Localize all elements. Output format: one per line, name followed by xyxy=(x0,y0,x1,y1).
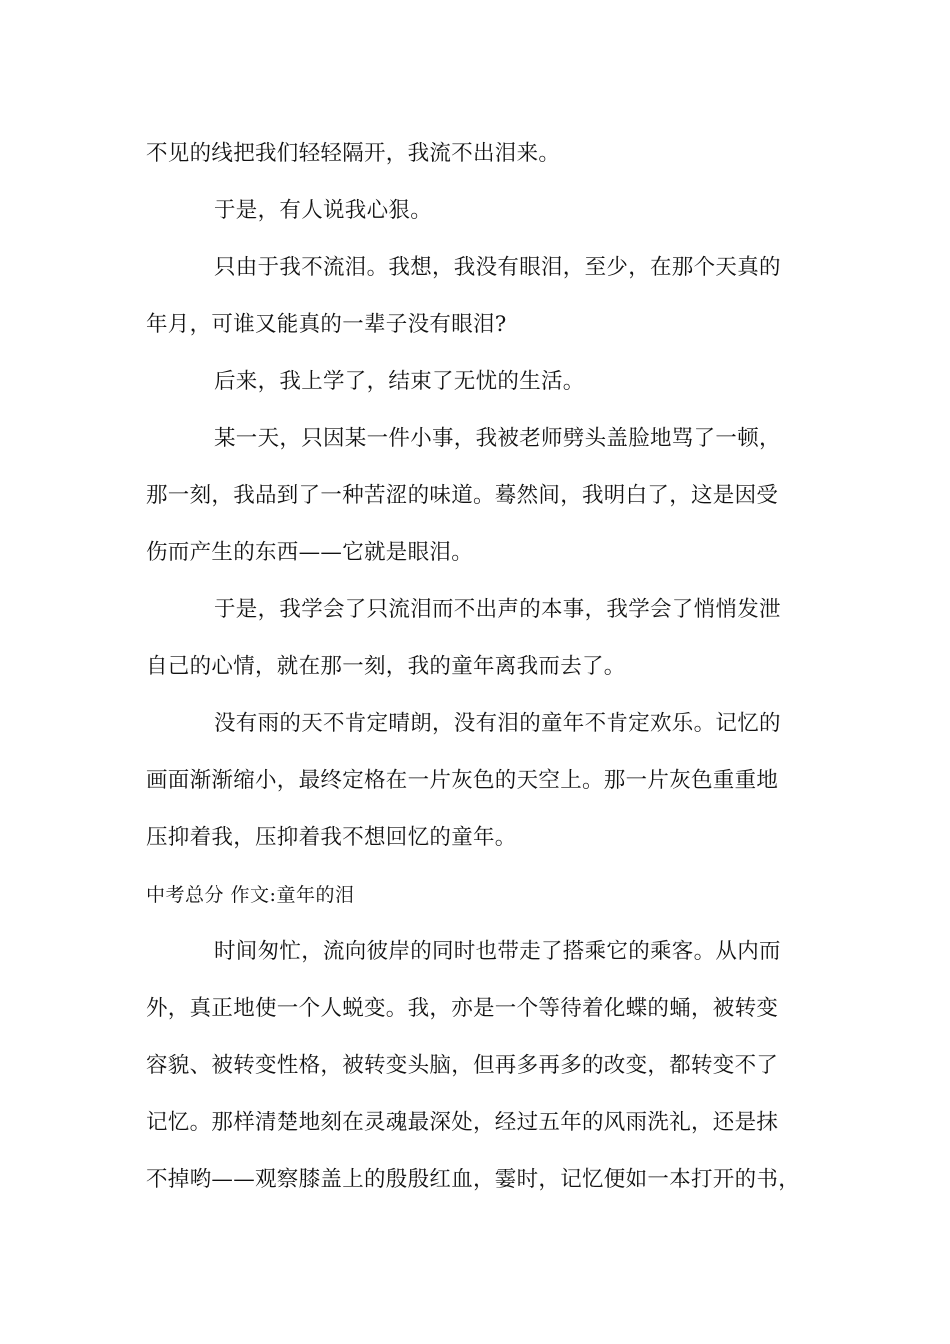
text-line: 容貌、被转变性格，被转变头脑，但再多再多的改变，都转变不了 xyxy=(146,1053,779,1078)
text-line: 时间匆忙，流向彼岸的同时也带走了搭乘它的乘客。从内而 xyxy=(214,939,781,964)
text-line: 画面渐渐缩小，最终定格在一片灰色的天空上。那一片灰色重重地 xyxy=(146,768,779,793)
text-line: 于是，我学会了只流泪而不出声的本事，我学会了悄悄发泄 xyxy=(214,597,781,622)
text-line: 伤而产生的东西——它就是眼泪。 xyxy=(146,540,474,565)
text-line: 不见的线把我们轻轻隔开，我流不出泪来。 xyxy=(146,141,561,166)
text-line: 压抑着我，压抑着我不想回忆的童年。 xyxy=(146,825,517,850)
text-line: 不掉哟——观察膝盖上的殷殷红血，霎时，记忆便如一本打开的书， xyxy=(146,1167,801,1192)
text-line: 后来，我上学了，结束了无忧的生活。 xyxy=(214,369,585,394)
text-line: 某一天，只因某一件小事，我被老师劈头盖脸地骂了一顿， xyxy=(214,426,781,451)
text-line: 没有雨的天不肯定晴朗，没有泪的童年不肯定欢乐。记忆的 xyxy=(214,711,781,736)
text-line: 记忆。那样清楚地刻在灵魂最深处，经过五年的风雨洗礼，还是抹 xyxy=(146,1110,779,1135)
text-line: 于是，有人说我心狠。 xyxy=(214,198,433,223)
text-line: 那一刻，我品到了一种苦涩的味道。蓦然间，我明白了，这是因受 xyxy=(146,483,779,508)
text-line: 自己的心情，就在那一刻，我的童年离我而去了。 xyxy=(146,654,626,679)
section-heading: 中考总分 作文:童年的泪 xyxy=(146,884,355,906)
text-line: 年月，可谁又能真的一辈子没有眼泪? xyxy=(146,312,507,337)
text-line: 只由于我不流泪。我想，我没有眼泪，至少，在那个天真的 xyxy=(214,255,781,280)
text-line: 外，真正地使一个人蜕变。我，亦是一个等待着化蝶的蛹，被转变 xyxy=(146,996,779,1021)
